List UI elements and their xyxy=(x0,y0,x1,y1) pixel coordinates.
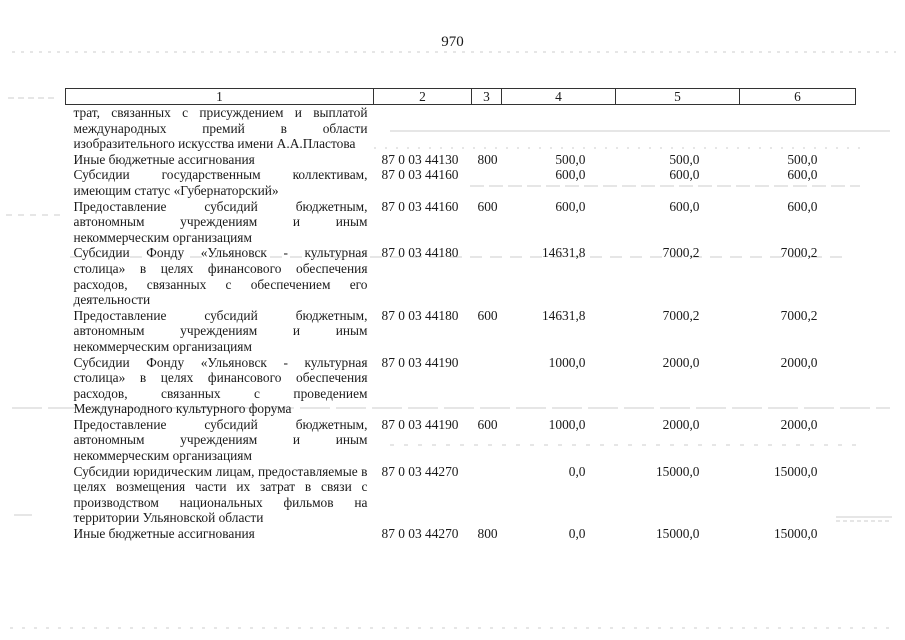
row-code: 87 0 03 44180 xyxy=(381,307,459,323)
row-type: 800 xyxy=(477,526,498,542)
row-type xyxy=(472,105,502,152)
row-name: Субсидии юридическим лицам, предоставляемые в целях возмещения части их затрат в связи с производством национальных фильмов на территории Ульяновской области xyxy=(73,463,368,526)
column-header: 3 xyxy=(472,89,502,105)
row-value-col4 xyxy=(502,105,616,152)
row-value-col6: 500,0 xyxy=(787,151,818,167)
table-row xyxy=(66,355,856,417)
row-value-col5: 7000,2 xyxy=(662,245,700,261)
row-value-col6: 2000,0 xyxy=(780,354,818,370)
row-value-col6: 7000,2 xyxy=(780,307,818,323)
row-value-col4: 0,0 xyxy=(568,526,586,542)
row-type xyxy=(472,355,502,417)
row-type: 600 xyxy=(477,198,498,214)
row-value-col4: 500,0 xyxy=(555,151,586,167)
row-code: 87 0 03 44160 xyxy=(381,167,459,183)
row-type xyxy=(472,464,502,526)
row-value-col4: 14631,8 xyxy=(541,307,586,323)
table-header-row xyxy=(66,89,856,105)
column-header: 6 xyxy=(740,89,856,105)
row-name: Предоставление субсидий бюджетным, автономным учреждениям и иным некоммерческим организациям xyxy=(73,307,368,354)
page-number: 970 xyxy=(441,34,464,50)
row-code: 87 0 03 44160 xyxy=(381,198,459,214)
row-value-col4: 14631,8 xyxy=(541,245,586,261)
row-value-col5: 2000,0 xyxy=(662,416,700,432)
column-header: 2 xyxy=(374,89,472,105)
row-value-col4: 600,0 xyxy=(555,198,586,214)
row-code: 87 0 03 44130 xyxy=(381,151,459,167)
row-name: Предоставление субсидий бюджетным, автономным учреждениям и иным некоммерческим организациям xyxy=(73,198,368,245)
row-value-col6: 2000,0 xyxy=(780,416,818,432)
row-value-col5: 15000,0 xyxy=(655,526,700,542)
row-code xyxy=(374,105,472,152)
table-row xyxy=(66,308,856,355)
table-row xyxy=(66,105,856,152)
row-name: Иные бюджетные ассигнования xyxy=(73,526,255,542)
row-value-col5: 2000,0 xyxy=(662,354,700,370)
row-value-col6: 15000,0 xyxy=(773,526,818,542)
row-type: 600 xyxy=(477,416,498,432)
table-row xyxy=(66,464,856,526)
row-code: 87 0 03 44270 xyxy=(381,463,459,479)
row-type xyxy=(472,245,502,307)
row-value-col5 xyxy=(616,105,740,152)
row-value-col5: 15000,0 xyxy=(655,463,700,479)
table-row xyxy=(66,526,856,542)
table-row xyxy=(66,417,856,464)
row-name: Иные бюджетные ассигнования xyxy=(73,151,255,167)
row-code: 87 0 03 44270 xyxy=(381,526,459,542)
column-header: 1 xyxy=(66,89,374,105)
row-code: 87 0 03 44180 xyxy=(381,245,459,261)
row-code: 87 0 03 44190 xyxy=(381,416,459,432)
row-type xyxy=(472,167,502,198)
row-value-col5: 600,0 xyxy=(669,167,700,183)
row-type: 600 xyxy=(477,307,498,323)
table-row xyxy=(66,245,856,307)
table-row xyxy=(66,167,856,198)
row-value-col5: 600,0 xyxy=(669,198,700,214)
row-value-col6 xyxy=(740,105,856,152)
row-name: Субсидии государственным коллективам, имеющим статус «Губернаторский» xyxy=(73,167,368,198)
row-code: 87 0 03 44190 xyxy=(381,354,459,370)
row-name: трат, связанных с присуждением и выплатой международных премий в области изобразительного искусства имени А.А.Пластова xyxy=(73,105,368,152)
row-value-col4: 0,0 xyxy=(568,463,586,479)
row-name: Предоставление субсидий бюджетным, автономным учреждениям и иным некоммерческим организациям xyxy=(73,416,368,464)
budget-table xyxy=(65,88,856,542)
row-value-col5: 7000,2 xyxy=(662,307,700,323)
table-row xyxy=(66,152,856,168)
table-row xyxy=(66,199,856,246)
row-type: 800 xyxy=(477,151,498,167)
row-value-col6: 600,0 xyxy=(787,198,818,214)
column-header: 5 xyxy=(616,89,740,105)
row-value-col6: 600,0 xyxy=(787,167,818,183)
row-value-col6: 15000,0 xyxy=(773,463,818,479)
row-value-col6: 7000,2 xyxy=(780,245,818,261)
row-value-col5: 500,0 xyxy=(669,151,700,167)
column-header: 4 xyxy=(502,89,616,105)
row-name: Субсидии Фонду «Ульяновск - культурная столица» в целях финансового обеспечения расходов, связанных с обеспечением его деятельности xyxy=(73,245,368,308)
row-value-col4: 600,0 xyxy=(555,167,586,183)
row-name: Субсидии Фонду «Ульяновск - культурная столица» в целях финансового обеспечения расходов, связанных с проведением Международного культурного форума xyxy=(73,354,368,417)
row-value-col4: 1000,0 xyxy=(548,354,586,370)
row-value-col4: 1000,0 xyxy=(548,416,586,432)
